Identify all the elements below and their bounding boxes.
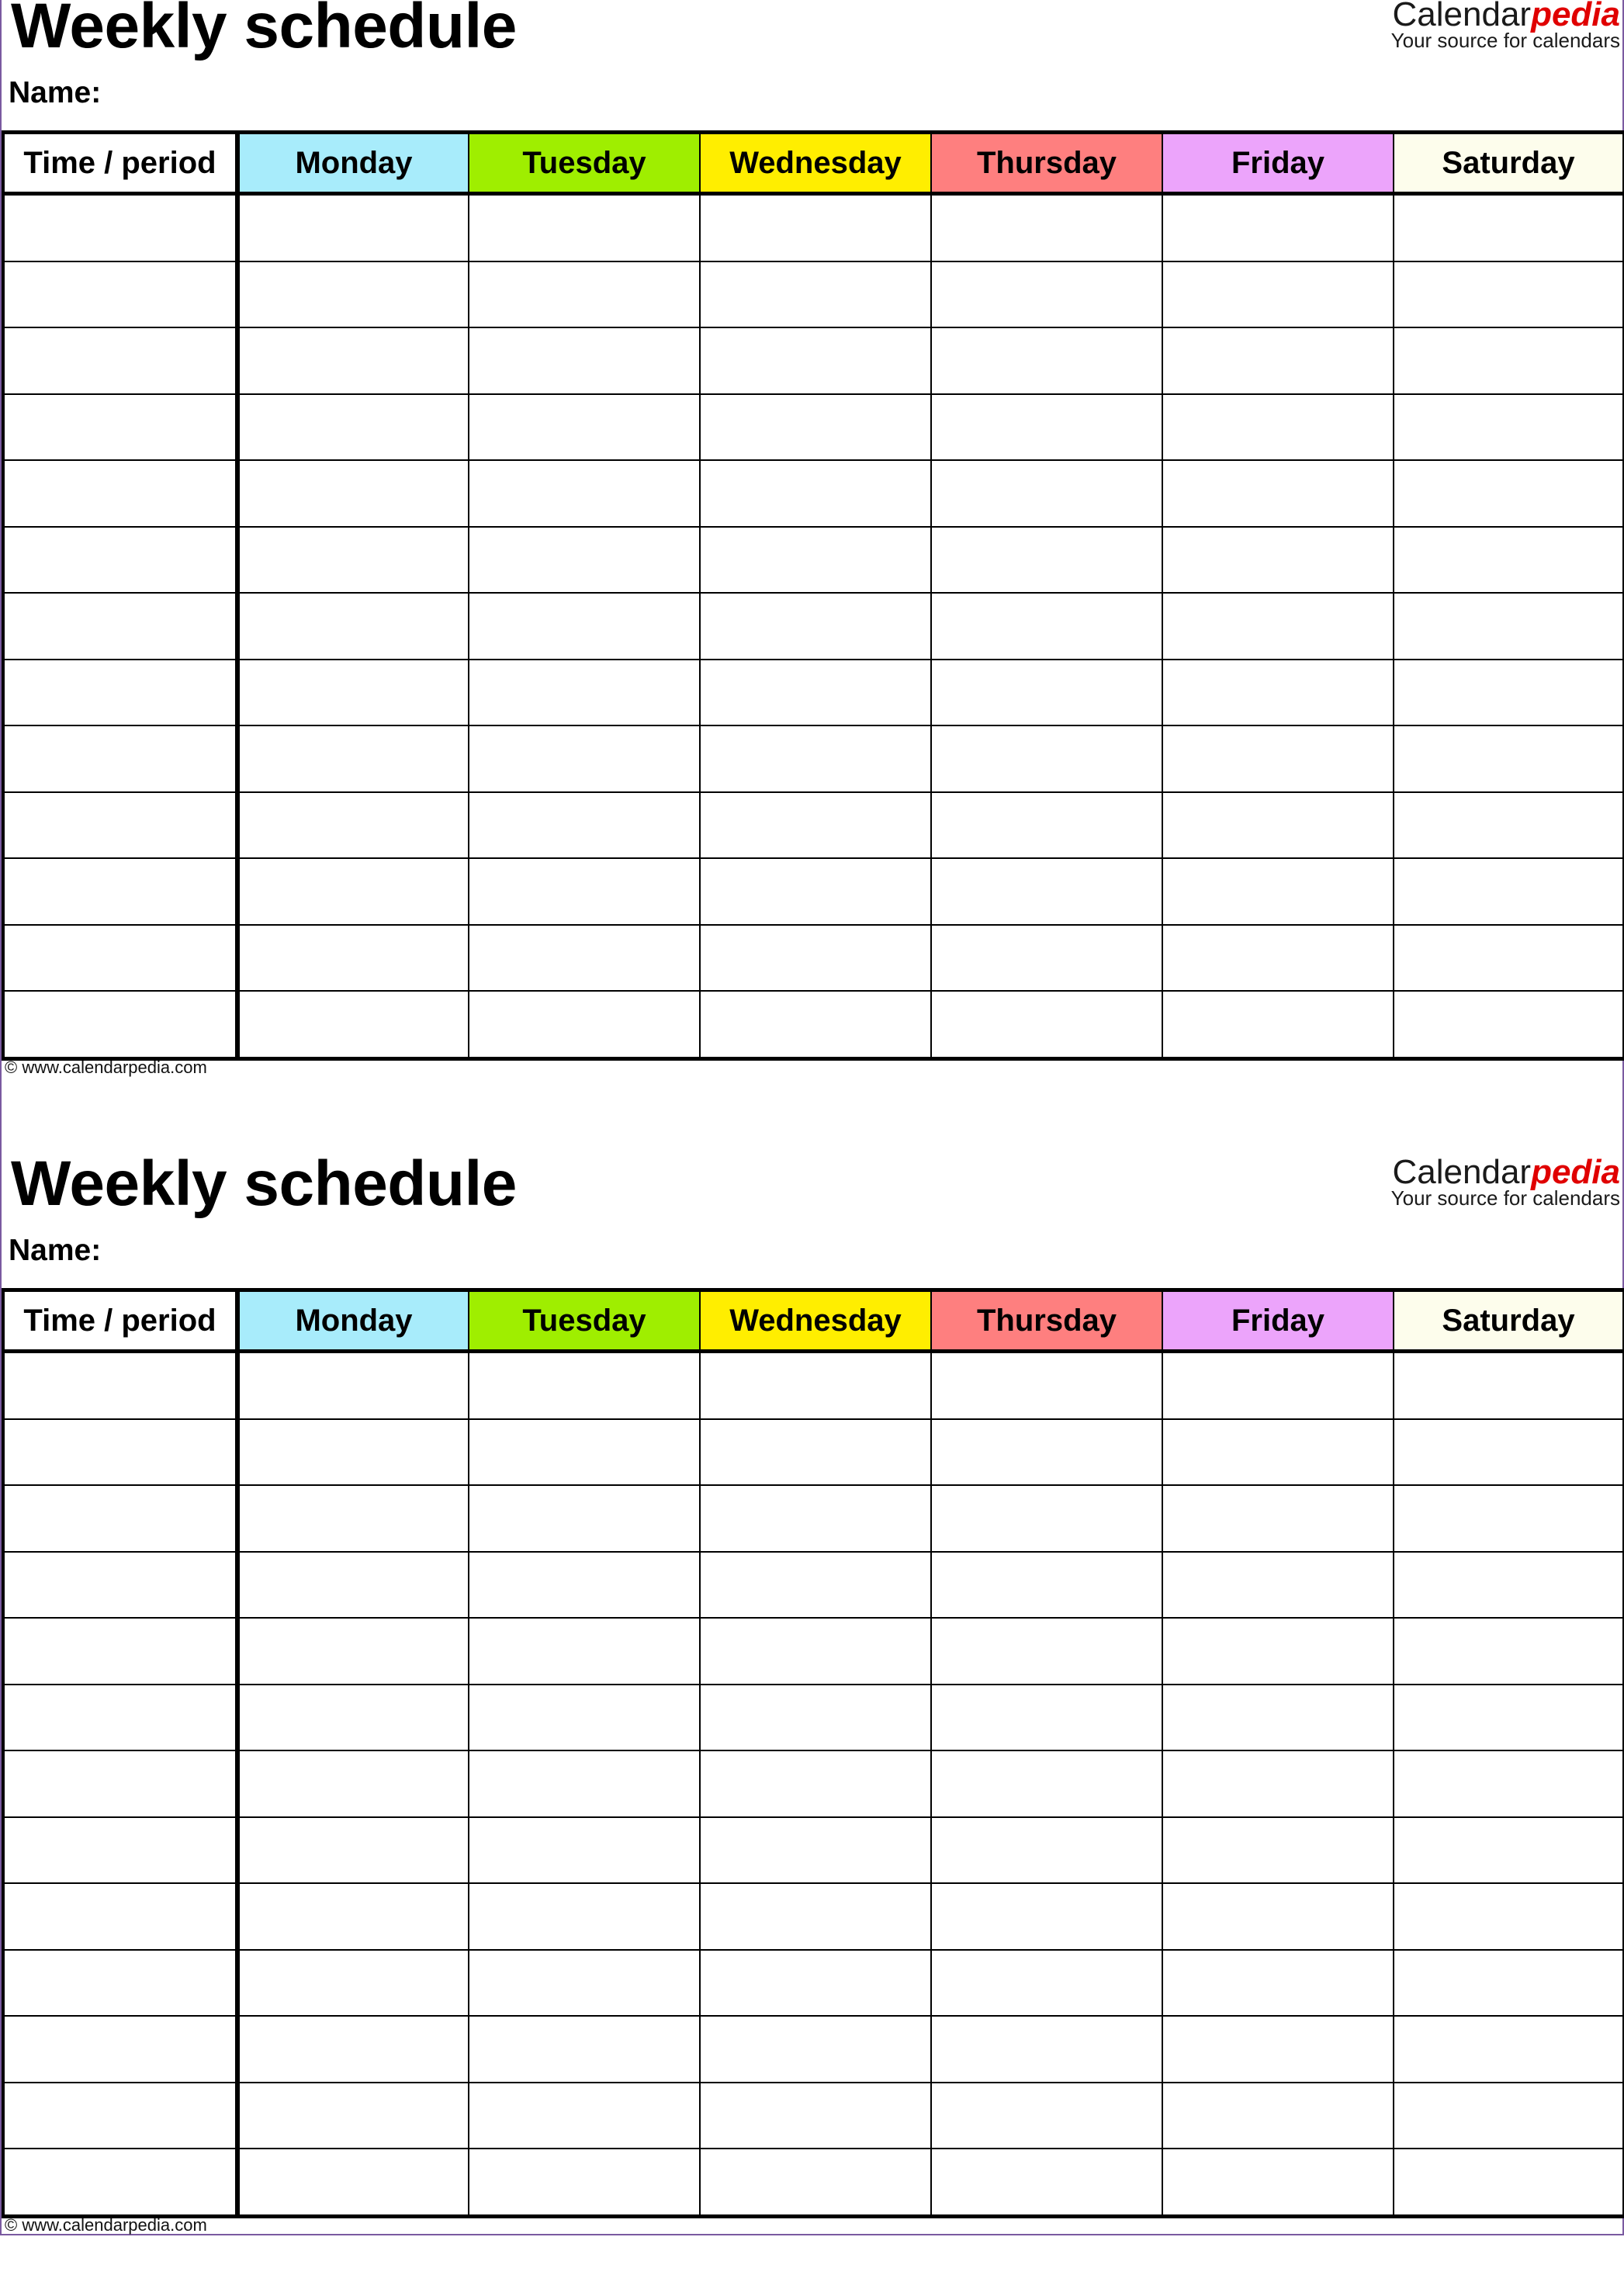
- schedule-row: [3, 1817, 1624, 1884]
- time-period-cell[interactable]: [3, 991, 237, 1058]
- schedule-cell[interactable]: [1162, 1485, 1394, 1552]
- schedule-row: [3, 261, 1624, 328]
- schedule-cell[interactable]: [1394, 725, 1624, 792]
- time-period-cell[interactable]: [3, 527, 237, 594]
- schedule-cell[interactable]: [700, 2016, 931, 2083]
- schedule-cell[interactable]: [1162, 593, 1394, 660]
- schedule-cell[interactable]: [237, 2149, 469, 2216]
- schedule-cell[interactable]: [700, 261, 931, 328]
- schedule-cell[interactable]: [1394, 2083, 1624, 2149]
- time-period-cell[interactable]: [3, 394, 237, 461]
- column-header-saturday: Saturday: [1394, 1290, 1624, 1352]
- footer-copyright: © www.calendarpedia.com: [5, 2215, 207, 2235]
- schedule-cell[interactable]: [931, 858, 1162, 925]
- schedule-cell[interactable]: [1394, 858, 1624, 925]
- schedule-cell[interactable]: [700, 725, 931, 792]
- schedule-cell[interactable]: [700, 925, 931, 992]
- schedule-cell[interactable]: [469, 858, 700, 925]
- schedule-cell[interactable]: [1394, 394, 1624, 461]
- schedule-cell[interactable]: [700, 1817, 931, 1884]
- column-header-friday: Friday: [1162, 1290, 1394, 1352]
- schedule-cell[interactable]: [1394, 1419, 1624, 1486]
- schedule-cell[interactable]: [700, 460, 931, 527]
- schedule-cell[interactable]: [1162, 261, 1394, 328]
- schedule-row: [3, 725, 1624, 792]
- schedule-sheet-1: [0, 0, 1624, 1117]
- time-period-cell[interactable]: [3, 1485, 237, 1552]
- schedule-cell[interactable]: [1162, 1419, 1394, 1486]
- schedule-cell[interactable]: [469, 593, 700, 660]
- time-period-cell[interactable]: [3, 460, 237, 527]
- schedule-cell[interactable]: [1394, 460, 1624, 527]
- schedule-cell[interactable]: [700, 1750, 931, 1817]
- schedule-cell[interactable]: [1394, 327, 1624, 394]
- schedule-cell[interactable]: [1394, 925, 1624, 992]
- schedule-row: [3, 2016, 1624, 2083]
- schedule-cell[interactable]: [469, 261, 700, 328]
- schedule-cell[interactable]: [469, 1485, 700, 1552]
- schedule-cell[interactable]: [700, 660, 931, 726]
- time-period-cell[interactable]: [3, 1618, 237, 1685]
- schedule-row: [3, 858, 1624, 925]
- schedule-cell[interactable]: [237, 327, 469, 394]
- schedule-cell[interactable]: [1394, 2149, 1624, 2216]
- schedule-cell[interactable]: [469, 1352, 700, 1419]
- schedule-row: [3, 925, 1624, 992]
- schedule-cell[interactable]: [931, 1750, 1162, 1817]
- schedule-row: [3, 194, 1624, 261]
- time-period-cell[interactable]: [3, 261, 237, 328]
- schedule-cell[interactable]: [1394, 593, 1624, 660]
- schedule-cell[interactable]: [1394, 1817, 1624, 1884]
- name-label: Name:: [9, 1234, 102, 1267]
- schedule-cell[interactable]: [1394, 660, 1624, 726]
- schedule-cell[interactable]: [237, 1817, 469, 1884]
- schedule-cell[interactable]: [469, 1552, 700, 1619]
- schedule-table: [2, 1288, 1624, 2218]
- schedule-cell[interactable]: [931, 593, 1162, 660]
- schedule-cell[interactable]: [700, 1552, 931, 1619]
- schedule-cell[interactable]: [700, 2083, 931, 2149]
- schedule-cell[interactable]: [237, 1552, 469, 1619]
- time-period-cell[interactable]: [3, 1883, 237, 1950]
- time-period-cell[interactable]: [3, 858, 237, 925]
- schedule-cell[interactable]: [237, 1950, 469, 2017]
- schedule-cell[interactable]: [931, 725, 1162, 792]
- schedule-cell[interactable]: [931, 1419, 1162, 1486]
- schedule-cell[interactable]: [931, 1685, 1162, 1751]
- schedule-cell[interactable]: [237, 660, 469, 726]
- brand-name-part1: Calendar: [1392, 1153, 1532, 1191]
- schedule-cell[interactable]: [1162, 1618, 1394, 1685]
- schedule-row: [3, 2149, 1624, 2216]
- schedule-cell[interactable]: [700, 858, 931, 925]
- column-header-saturday: Saturday: [1394, 133, 1624, 194]
- time-period-cell[interactable]: [3, 593, 237, 660]
- schedule-cell[interactable]: [469, 1685, 700, 1751]
- column-header-tuesday: Tuesday: [469, 1290, 700, 1352]
- schedule-cell[interactable]: [1394, 1950, 1624, 2017]
- column-header-monday: Monday: [237, 1290, 469, 1352]
- schedule-cell[interactable]: [1162, 1817, 1394, 1884]
- schedule-cell[interactable]: [1394, 1750, 1624, 1817]
- schedule-cell[interactable]: [1394, 261, 1624, 328]
- schedule-cell[interactable]: [1394, 527, 1624, 594]
- time-period-cell[interactable]: [3, 1950, 237, 2017]
- time-period-cell[interactable]: [3, 792, 237, 859]
- footer-copyright: © www.calendarpedia.com: [5, 1058, 207, 1077]
- schedule-cell[interactable]: [1162, 1950, 1394, 2017]
- schedule-cell[interactable]: [469, 2083, 700, 2149]
- column-header-monday: Monday: [237, 133, 469, 194]
- column-header-thursday: Thursday: [931, 1290, 1162, 1352]
- brand-name-part2: pedia: [1531, 0, 1620, 33]
- schedule-cell[interactable]: [700, 1618, 931, 1685]
- schedule-cell[interactable]: [931, 991, 1162, 1058]
- schedule-cell[interactable]: [931, 1817, 1162, 1884]
- schedule-cell[interactable]: [931, 261, 1162, 328]
- schedule-row: [3, 1685, 1624, 1751]
- schedule-cell[interactable]: [237, 1419, 469, 1486]
- schedule-row: [3, 1352, 1624, 1419]
- time-period-cell[interactable]: [3, 1552, 237, 1619]
- column-header-time: Time / period: [3, 133, 237, 194]
- schedule-row: [3, 1552, 1624, 1619]
- schedule-table: [2, 130, 1624, 1061]
- schedule-row: [3, 327, 1624, 394]
- schedule-cell[interactable]: [237, 925, 469, 992]
- schedule-cell[interactable]: [1162, 792, 1394, 859]
- schedule-cell[interactable]: [931, 327, 1162, 394]
- schedule-body: [3, 1352, 1624, 2217]
- schedule-cell[interactable]: [1162, 394, 1394, 461]
- schedule-cell[interactable]: [237, 1618, 469, 1685]
- schedule-cell[interactable]: [931, 1618, 1162, 1685]
- schedule-cell[interactable]: [700, 991, 931, 1058]
- time-period-cell[interactable]: [3, 327, 237, 394]
- schedule-cell[interactable]: [700, 1685, 931, 1751]
- brand-logo: [1391, 0, 1620, 51]
- schedule-cell[interactable]: [1162, 925, 1394, 992]
- time-period-cell[interactable]: [3, 1685, 237, 1751]
- schedule-cell[interactable]: [931, 1883, 1162, 1950]
- brand-name-part1: Calendar: [1392, 0, 1532, 33]
- schedule-cell[interactable]: [931, 2016, 1162, 2083]
- time-period-cell[interactable]: [3, 1352, 237, 1419]
- schedule-cell[interactable]: [700, 2149, 931, 2216]
- schedule-cell[interactable]: [700, 1352, 931, 1419]
- schedule-cell[interactable]: [700, 593, 931, 660]
- schedule-cell[interactable]: [1394, 2016, 1624, 2083]
- time-period-cell[interactable]: [3, 1750, 237, 1817]
- schedule-cell[interactable]: [237, 593, 469, 660]
- schedule-cell[interactable]: [931, 660, 1162, 726]
- schedule-sheet-2: [0, 1148, 1624, 2275]
- schedule-cell[interactable]: [1394, 1352, 1624, 1419]
- schedule-cell[interactable]: [700, 327, 931, 394]
- schedule-cell[interactable]: [469, 1817, 700, 1884]
- time-period-cell[interactable]: [3, 925, 237, 992]
- schedule-cell[interactable]: [931, 792, 1162, 859]
- column-header-tuesday: Tuesday: [469, 133, 700, 194]
- schedule-cell[interactable]: [237, 1685, 469, 1751]
- schedule-row: [3, 593, 1624, 660]
- schedule-cell[interactable]: [931, 194, 1162, 261]
- schedule-cell[interactable]: [237, 460, 469, 527]
- schedule-cell[interactable]: [1162, 660, 1394, 726]
- schedule-cell[interactable]: [469, 527, 700, 594]
- schedule-cell[interactable]: [1162, 527, 1394, 594]
- schedule-row: [3, 1618, 1624, 1685]
- column-header-wednesday: Wednesday: [700, 133, 931, 194]
- time-period-cell[interactable]: [3, 2149, 237, 2216]
- schedule-cell[interactable]: [469, 725, 700, 792]
- schedule-cell[interactable]: [700, 1950, 931, 2017]
- schedule-cell[interactable]: [1162, 194, 1394, 261]
- schedule-cell[interactable]: [237, 194, 469, 261]
- schedule-cell[interactable]: [469, 1950, 700, 2017]
- schedule-cell[interactable]: [469, 460, 700, 527]
- time-period-cell[interactable]: [3, 2083, 237, 2149]
- schedule-cell[interactable]: [469, 394, 700, 461]
- schedule-row: [3, 527, 1624, 594]
- schedule-row: [3, 1485, 1624, 1552]
- schedule-cell[interactable]: [1162, 1685, 1394, 1751]
- schedule-cell[interactable]: [931, 1950, 1162, 2017]
- schedule-cell[interactable]: [931, 460, 1162, 527]
- schedule-cell[interactable]: [469, 1618, 700, 1685]
- brand-name-part2: pedia: [1531, 1153, 1620, 1191]
- schedule-cell[interactable]: [237, 527, 469, 594]
- schedule-cell[interactable]: [700, 1419, 931, 1486]
- schedule-cell[interactable]: [237, 1485, 469, 1552]
- column-header-thursday: Thursday: [931, 133, 1162, 194]
- schedule-row: [3, 1419, 1624, 1486]
- schedule-cell[interactable]: [469, 660, 700, 726]
- schedule-cell[interactable]: [237, 394, 469, 461]
- schedule-cell[interactable]: [237, 792, 469, 859]
- schedule-row: [3, 792, 1624, 859]
- schedule-cell[interactable]: [931, 394, 1162, 461]
- brand-logo: [1391, 1153, 1620, 1209]
- schedule-cell[interactable]: [237, 991, 469, 1058]
- brand-tagline: Your source for calendars: [1390, 1186, 1620, 1210]
- schedule-row: [3, 2083, 1624, 2149]
- column-header-wednesday: Wednesday: [700, 1290, 931, 1352]
- schedule-cell[interactable]: [237, 1352, 469, 1419]
- schedule-cell[interactable]: [469, 792, 700, 859]
- schedule-cell[interactable]: [931, 2149, 1162, 2216]
- schedule-cell[interactable]: [237, 2083, 469, 2149]
- page-title: Weekly schedule: [11, 0, 517, 61]
- schedule-cell[interactable]: [700, 527, 931, 594]
- schedule-row: [3, 1950, 1624, 2017]
- schedule-row: [3, 1750, 1624, 1817]
- schedule-cell[interactable]: [1162, 460, 1394, 527]
- schedule-row: [3, 660, 1624, 726]
- schedule-cell[interactable]: [237, 725, 469, 792]
- schedule-cell[interactable]: [1162, 858, 1394, 925]
- name-label: Name:: [9, 76, 102, 109]
- schedule-cell[interactable]: [469, 925, 700, 992]
- time-period-cell[interactable]: [3, 1419, 237, 1486]
- header-row: [3, 1290, 1624, 1352]
- schedule-cell[interactable]: [1162, 2083, 1394, 2149]
- schedule-cell[interactable]: [931, 527, 1162, 594]
- schedule-cell[interactable]: [469, 2016, 700, 2083]
- schedule-cell[interactable]: [1162, 991, 1394, 1058]
- time-period-cell[interactable]: [3, 194, 237, 261]
- schedule-cell[interactable]: [1162, 1352, 1394, 1419]
- schedule-cell[interactable]: [1162, 1750, 1394, 1817]
- schedule-row: [3, 991, 1624, 1058]
- schedule-cell[interactable]: [700, 792, 931, 859]
- schedule-cell[interactable]: [237, 1883, 469, 1950]
- schedule-cell[interactable]: [1162, 725, 1394, 792]
- schedule-cell[interactable]: [931, 1552, 1162, 1619]
- schedule-cell[interactable]: [700, 194, 931, 261]
- schedule-cell[interactable]: [700, 1485, 931, 1552]
- schedule-cell[interactable]: [700, 1883, 931, 1950]
- schedule-cell[interactable]: [931, 1485, 1162, 1552]
- schedule-row: [3, 394, 1624, 461]
- column-header-friday: Friday: [1162, 133, 1394, 194]
- schedule-cell[interactable]: [237, 1750, 469, 1817]
- time-period-cell[interactable]: [3, 2016, 237, 2083]
- schedule-cell[interactable]: [1394, 1618, 1624, 1685]
- schedule-cell[interactable]: [1394, 1685, 1624, 1751]
- schedule-cell[interactable]: [931, 2083, 1162, 2149]
- schedule-cell[interactable]: [469, 1419, 700, 1486]
- schedule-cell[interactable]: [237, 2016, 469, 2083]
- schedule-cell[interactable]: [1162, 2016, 1394, 2083]
- schedule-cell[interactable]: [1394, 194, 1624, 261]
- schedule-cell[interactable]: [469, 1750, 700, 1817]
- schedule-cell[interactable]: [1394, 991, 1624, 1058]
- column-header-time: Time / period: [3, 1290, 237, 1352]
- schedule-cell[interactable]: [469, 1883, 700, 1950]
- schedule-cell[interactable]: [931, 1352, 1162, 1419]
- header-row: [3, 133, 1624, 194]
- time-period-cell[interactable]: [3, 725, 237, 792]
- schedule-body: [3, 194, 1624, 1059]
- schedule-cell[interactable]: [1394, 792, 1624, 859]
- schedule-cell[interactable]: [1394, 1552, 1624, 1619]
- schedule-cell[interactable]: [469, 2149, 700, 2216]
- schedule-cell[interactable]: [1394, 1883, 1624, 1950]
- schedule-cell[interactable]: [237, 261, 469, 328]
- schedule-cell[interactable]: [237, 858, 469, 925]
- schedule-cell[interactable]: [1162, 1883, 1394, 1950]
- schedule-cell[interactable]: [700, 394, 931, 461]
- schedule-cell[interactable]: [931, 925, 1162, 992]
- schedule-cell[interactable]: [469, 194, 700, 261]
- time-period-cell[interactable]: [3, 660, 237, 726]
- schedule-cell[interactable]: [469, 991, 700, 1058]
- schedule-cell[interactable]: [469, 327, 700, 394]
- schedule-cell[interactable]: [1162, 327, 1394, 394]
- brand-tagline: Your source for calendars: [1390, 29, 1620, 52]
- time-period-cell[interactable]: [3, 1817, 237, 1884]
- schedule-row: [3, 460, 1624, 527]
- schedule-cell[interactable]: [1162, 1552, 1394, 1619]
- schedule-row: [3, 1883, 1624, 1950]
- schedule-cell[interactable]: [1394, 1485, 1624, 1552]
- page-title: Weekly schedule: [11, 1148, 517, 1219]
- schedule-cell[interactable]: [1162, 2149, 1394, 2216]
